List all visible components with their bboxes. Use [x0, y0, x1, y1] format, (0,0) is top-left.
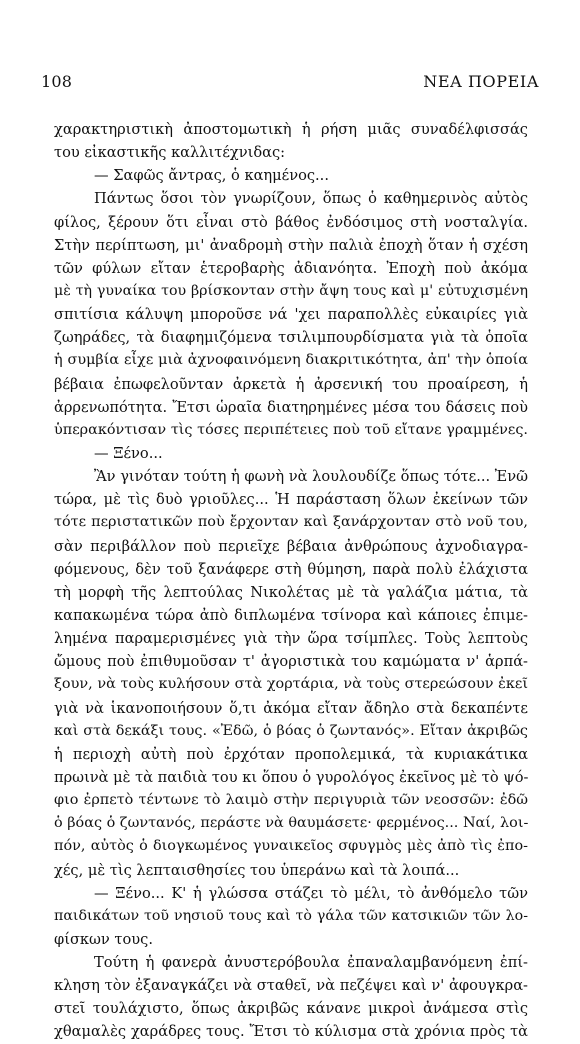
text-line: φιο ἐρπετὸ τέντωνε τὸ λαιμὸ στὴν περιγυριὰ τῶν νεοσσῶν: ἐδῶ — [54, 792, 528, 809]
text-line: — Ξένο... Κ' ἡ γλώσσα στάζει τὸ μέλι, τὸ ἀνθόμελο τῶν — [94, 884, 528, 902]
text-line: κληση τὸν ἐξαναγκάζει νὰ σταθεῖ, νὰ πεζέψει καὶ ν' ἀφουγκρα- — [54, 977, 528, 995]
text-line: πόν, αὐτὸς ὁ διογκωμένος γυναικεῖος σφυγμὸς μὲς ἀπὸ τὶς ἐπο- — [54, 838, 528, 855]
page-number: 108 — [41, 72, 73, 91]
text-line: ἡ περιοχὴ αὐτὴ ποὺ ἐρχόταν προπολεμικά, τὰ κυριακάτικα — [54, 745, 528, 763]
text-line: Πάντως ὅσοι τὸν γνωρίζουν, ὅπως ὁ καθημερινὸς αὐτὸς — [94, 190, 528, 208]
running-header — [41, 72, 539, 94]
text-line: βέβαια ἐπωφελοῦνταν ἀρκετὰ ἡ ἀρσενική του προαίρεση, ἡ — [54, 375, 528, 393]
text-line: λημένα παραμερισμένες γιὰ τὴν ὥρα τσίμπλες. Τοὺς λεπτοὺς — [54, 630, 528, 648]
text-line: χθαμαλὲς χαράδρες τους. Ἔτσι τὸ κύλισμα στὰ χρόνια πρὸς τὰ — [54, 1023, 528, 1041]
text-line: τότε περιστατικῶν ποὺ ἔρχονταν καὶ ξανάρχονταν στὸ νοῦ του, — [54, 514, 528, 531]
text-line: γιὰ νὰ ἱκανοποιήσουν ὅ,τι ἀκόμα εἴταν ἄδηλο στὰ δεκαπέντε — [54, 699, 528, 717]
text-line: χές, μὲ τὶς λεπταισθησίες του ὑπεράνω καὶ τὰ λοιπά... — [54, 861, 460, 879]
text-line: πρωινὰ μὲ τὰ παιδιὰ του κι ὅπου ὁ γυρολόγος ἐκεῖνος μὲ τὸ ψό- — [54, 768, 528, 786]
text-line: ὁ βόας ὁ ζωντανός, περάστε νὰ θαυμάσετε· φερμένος... Ναί, λοι- — [54, 815, 528, 832]
text-line: φόμενους, δὲν τοῦ ξανάφερε στὴ θύμηση, παρὰ πολὺ ἐλάχιστα — [54, 560, 528, 578]
text-line: Στὴν περίπτωση, μι' ἀναδρομὴ στὴν παλιὰ ἐποχὴ ὅταν ἡ σχέση — [54, 236, 528, 254]
text-line: — Σαφῶς ἄντρας, ὁ καημένος... — [94, 167, 329, 185]
journal-title: ΝΕΑ ΠΟΡΕΙΑ — [423, 72, 539, 91]
text-line: καπακωμένα τώρα ἀπὸ διπλωμένα τσίνορα καὶ κάποιες ἐπιμε- — [54, 606, 528, 624]
text-line: Ἂν γινόταν τούτη ἡ φωνὴ νὰ λουλουδίζε ὅπως τότε... Ἐνῶ — [94, 468, 528, 486]
text-line: του εἰκαστικῆς καλλιτέχνιδας: — [54, 144, 286, 162]
text-line: σὰν περιβάλλον ποὺ περιεῖχε βέβαια ἀνθρώπους ἀχνοδιαγρα- — [54, 537, 528, 555]
text-line: φίσκων τους. — [54, 930, 153, 948]
text-line: τῶν φύλων εἴταν ἑτεροβαρὴς ἀδιανόητα. Ἐποχὴ ποὺ ἀκόμα — [54, 259, 528, 277]
text-line: τώρα, μὲ τὶς δυὸ γριοῦλες... Ἡ παράσταση ὅλων ἐκείνων τῶν — [54, 491, 528, 509]
text-line: παιδικάτων τοῦ νησιοῦ τους καὶ τὸ γάλα τῶν κατσικιῶν τῶν λο- — [54, 907, 528, 924]
text-line: στεῖ τουλάχιστο, ὅπως ἀκριβῶς κάνανε μικροὶ ἀνάμεσα στὶς — [54, 1000, 528, 1018]
body-text — [54, 118, 528, 1044]
text-line: — Ξένο... — [94, 444, 163, 462]
text-line: Τούτη ἡ φανερὰ ἀνυστερόβουλα ἐπαναλαμβανόμενη ἐπί- — [94, 954, 528, 972]
text-line: τὴ μορφὴ τῆς λεπτούλας Νικολέτας μὲ τὰ γαλάζια μάτια, τὰ — [54, 583, 528, 601]
text-line: φίλος, ξέρουν ὅτι εἶναι στὸ βάθος ἐνδόσιμος στὴ νοσταλγία. — [54, 213, 528, 231]
text-line: καὶ στὰ δεκάξι τους. «Ἐδῶ, ὁ βόας ὁ ζωντανός». Εἴταν ἀκριβῶς — [54, 722, 528, 739]
text-line: ζωηράδες, τὰ διαφημιζόμενα τσιλιμπουρδίσματα γιὰ τὰ ὁποῖα — [54, 329, 528, 347]
text-line: χαρακτηριστικὴ ἀποστομωτικὴ ἡ ρήση μιᾶς συναδέλφισσάς — [54, 121, 528, 138]
text-line: ἀρρενωπότητα. Ἔτσι ὡραῖα διατηρημένες μέσα του δάσεις ποὺ — [54, 398, 528, 416]
text-line: ὤμους ποὺ ἐπιθυμοῦσαν τ' ἀγοριστικὰ του καμώματα ν' ἁρπά- — [54, 653, 528, 671]
text-line: μὲ τὴ γυναίκα του βρίσκονταν στὴν ἄψη τους καὶ μ' εὐτυχισμένη — [54, 282, 528, 299]
text-line: ὑπερακόντισαν τὶς τόσες περιπέτειες ποὺ τοῦ εἴτανε γραμμένες. — [54, 421, 528, 438]
text-line: ξουν, νὰ τοὺς κυλήσουν στὰ χορτάρια, νὰ τοὺς στερεώσουν ἐκεῖ — [54, 676, 528, 693]
text-line: ἡ συμβία εἶχε μιὰ ἀχνοφαινόμενη διακριτικότητα, ἀπ' τὴν ὁποία — [54, 352, 528, 369]
text-line: σπιτίσια κάλυψη μποροῦσε νά 'χει παραπολλὲς εὐκαιρίες γιὰ — [54, 306, 528, 324]
